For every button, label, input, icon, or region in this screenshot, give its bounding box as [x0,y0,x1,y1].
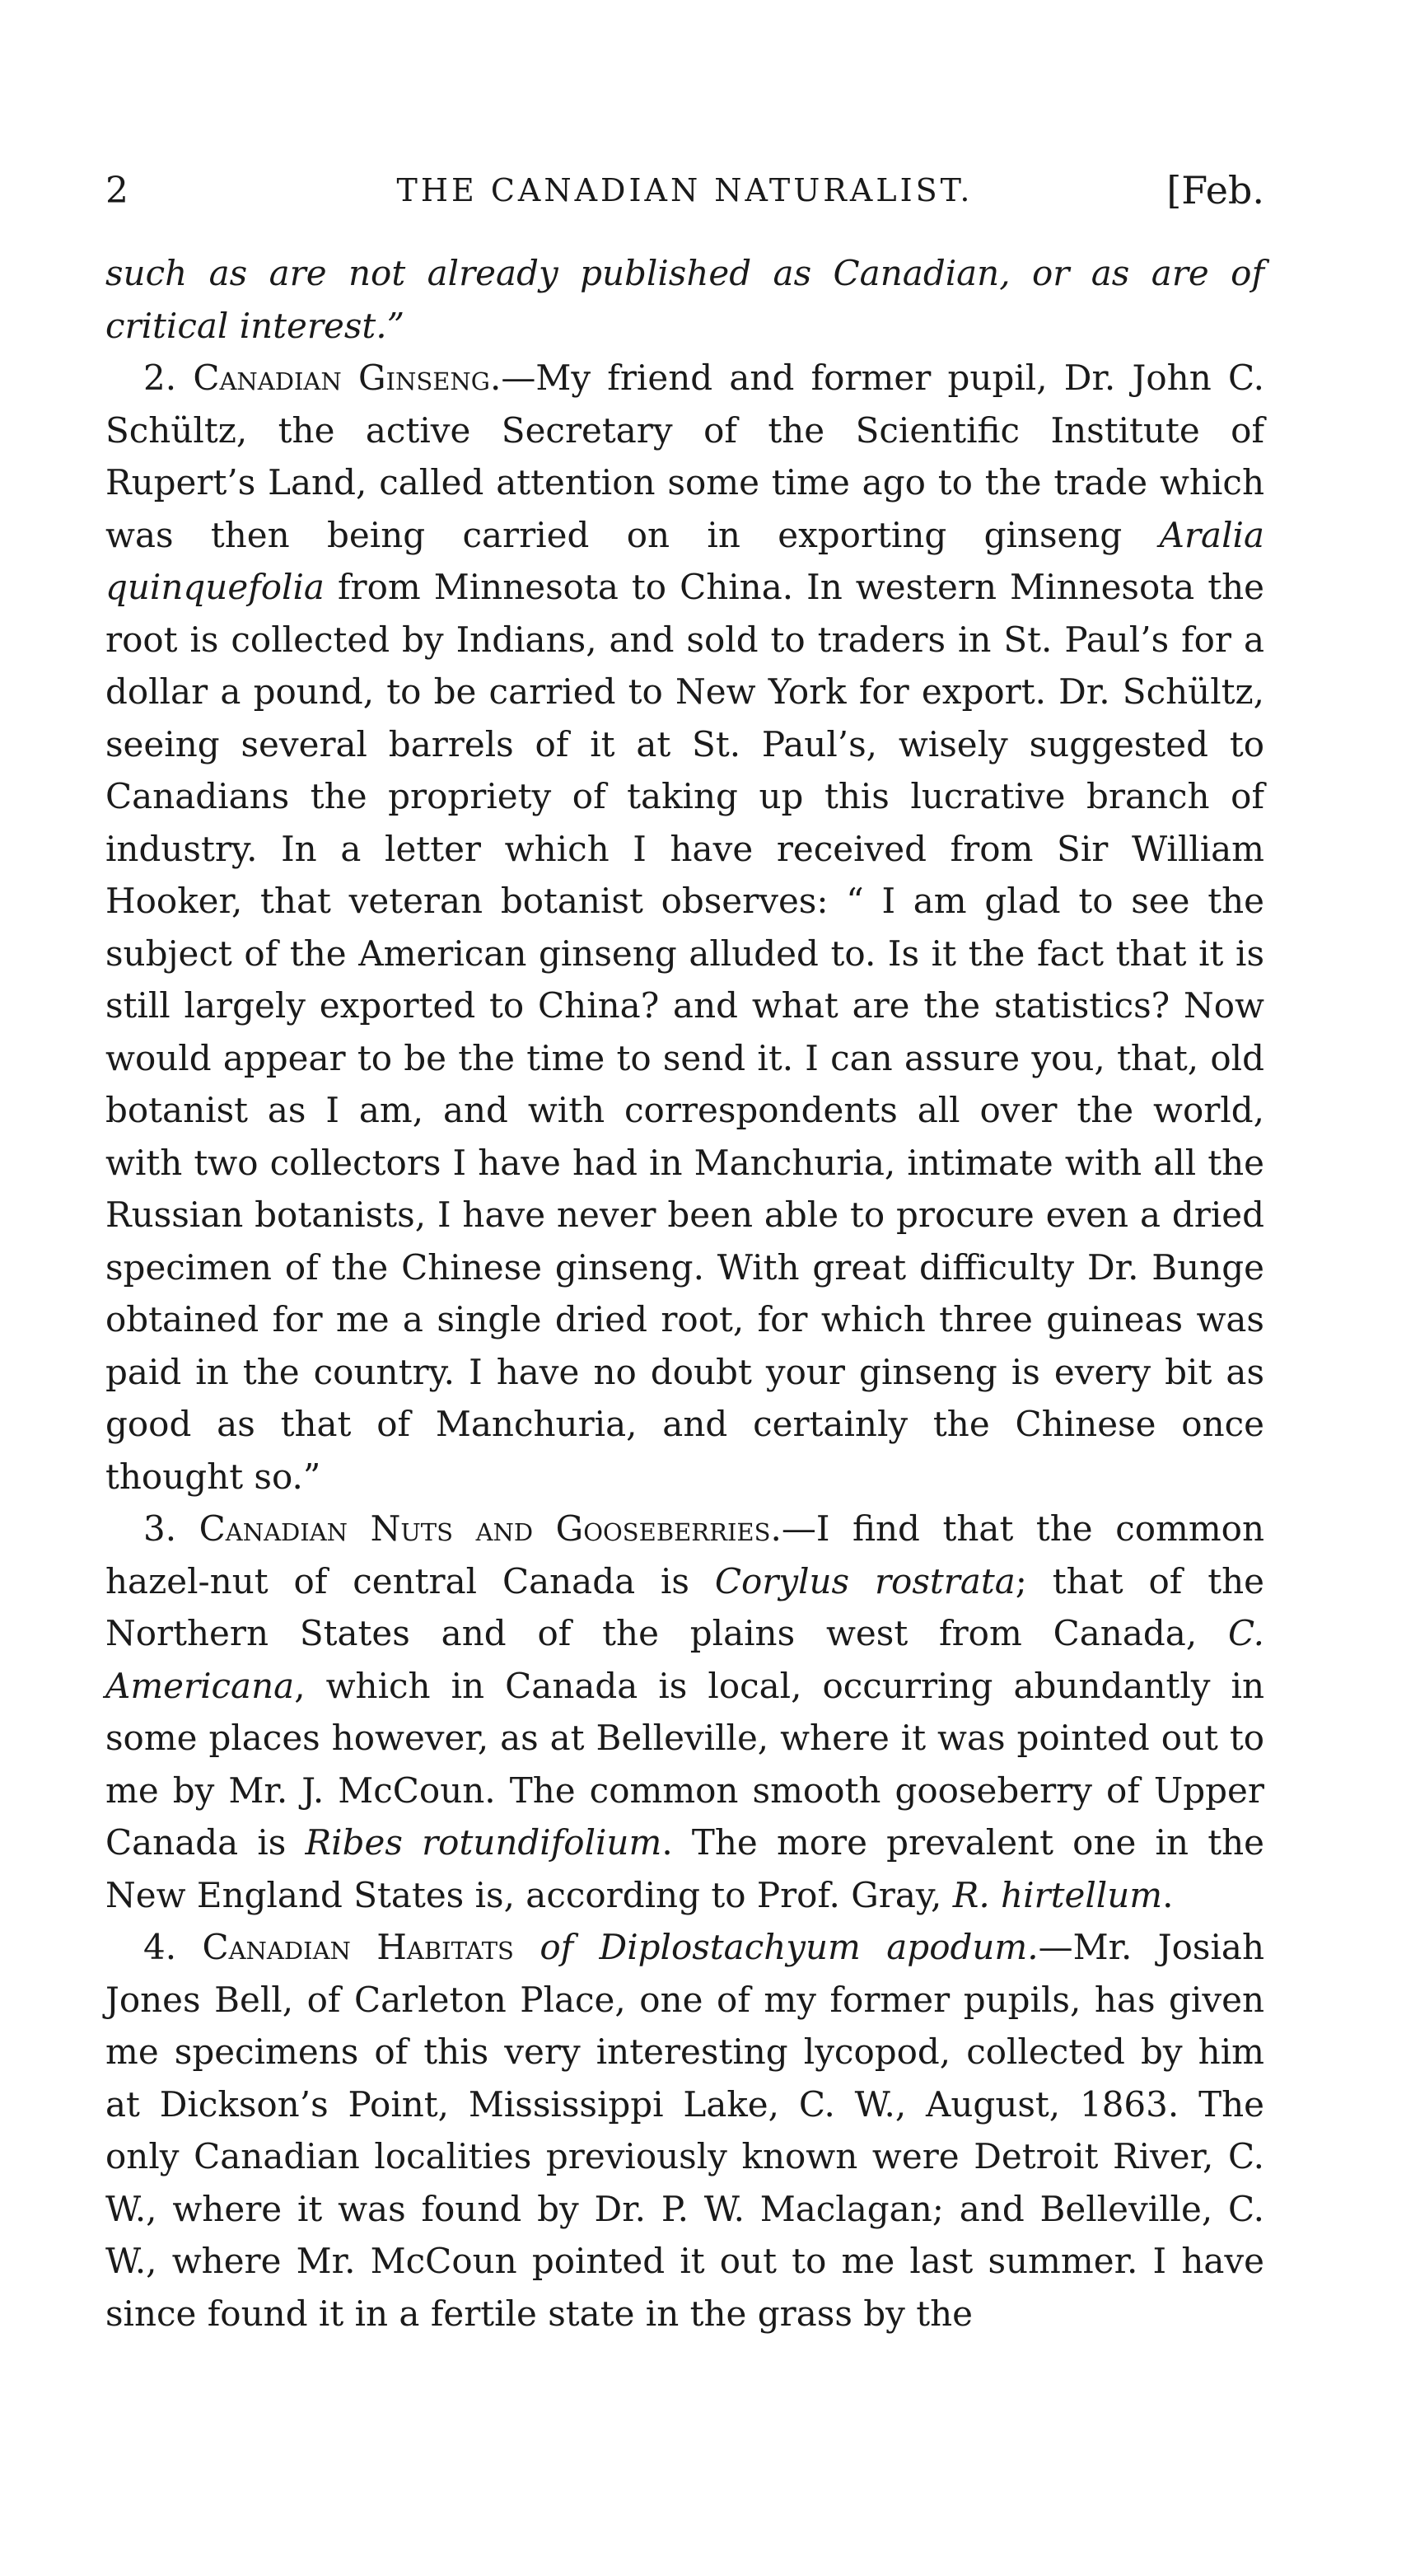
section-heading: Canadian Habitats [202,1927,514,1967]
paragraph-canadian-nuts [105,1503,1264,1921]
species-name: R. hirtellum [952,1874,1163,1915]
paragraph-text: . [1162,1874,1174,1915]
paragraph-text: —Mr. Josiah Jones Bell, of Carleton Place, one of my former pupils, has given me specimens of this very interesting lycopod, collected by him at Dickson’s Point, Mississippi Lake, C. W., August, 1863. The only Canadian localities previously known were Detroit River, C. W., where it was found by Dr. P. W. Maclagan; and Belleville, C. W., where Mr. McCoun pointed it out to me last summer. I have since found it in a fertile state in the grass by the [105,1927,1264,2334]
species-name: Aralia quinquefolia [105,514,1264,607]
page-number: 2 [105,169,128,212]
paragraph-continuation [105,247,1264,352]
paragraph-text: —My friend and former pupil, Dr. John C. Schültz, the active Secretary of the Scientific Institute of Rupert’s Land, called attention some time ago to the trade which was then being carried on in exporting ginseng [105,358,1264,555]
paragraph-text: . The more prevalent one in the New England States is, according to Prof. Gray, [105,1822,1264,1915]
paragraph-text: , which in Canada is local, occurring abundantly in some places however, as at Belleville, where it was pointed out to me by Mr. J. McCoun. The common smooth gooseberry of Upper Canada is [105,1665,1264,1863]
article-body [105,247,1264,2340]
section-heading: Canadian Ginseng. [193,358,502,398]
paragraph-text: —I find that the common hazel-nut of central Canada is [105,1508,1265,1601]
section-number: 4. [143,1927,177,1967]
species-name: C. Americana [105,1613,1264,1706]
issue-month: [Feb. [1166,168,1264,213]
section-number: 3. [143,1508,177,1549]
paragraph-canadian-ginseng [105,352,1264,1503]
running-header [105,161,1264,219]
section-heading-species: of Diplostachyum apodum. [513,1927,1039,1967]
section-number: 2. [143,358,177,398]
paragraph-text: ; that of the Northern States and of the plains west from Canada, [105,1560,1264,1653]
paragraph-canadian-habitats [105,1921,1264,2340]
species-name: Corylus rostrata [714,1560,1016,1601]
running-title: THE CANADIAN NATURALIST. [396,172,974,208]
section-heading: Canadian Nuts and Gooseberries. [199,1508,782,1549]
paragraph-text: from Minnesota to China. In western Minnesota the root is collected by Indians, and sold to traders in St. Paul’s for a dollar a pound, to be carried to New York for export. Dr. Schültz, seeing several barrels of it at St. Paul’s, wisely suggested to Canadians the propriety of taking up this lucrative branch of industry. In a letter which I have received from Sir William Hooker, that veteran botanist observes: “ I am glad to see the subject of the American ginseng alluded to. Is it the fact that it is still largely exported to China? and what are the statistics? Now would appear to be the time to send it. I can assure you, that, old botanist as I am, and with correspondents all over the world, with two collectors I have had in Manchuria, intimate with all the Russian botanists, I have never been able to procure even a dried specimen of the Chinese ginseng. With great difficulty Dr. Bunge obtained for me a single dried root, for which three guineas was paid in the country. I have no doubt your ginseng is every bit as good as that of Manchuria, and certainly the Chinese once thought so.” [105,567,1264,1497]
species-name: Ribes rotundifolium [305,1822,662,1863]
continuation-text: such as are not already published as Canadian, or as are of critical interest.” [105,253,1264,346]
